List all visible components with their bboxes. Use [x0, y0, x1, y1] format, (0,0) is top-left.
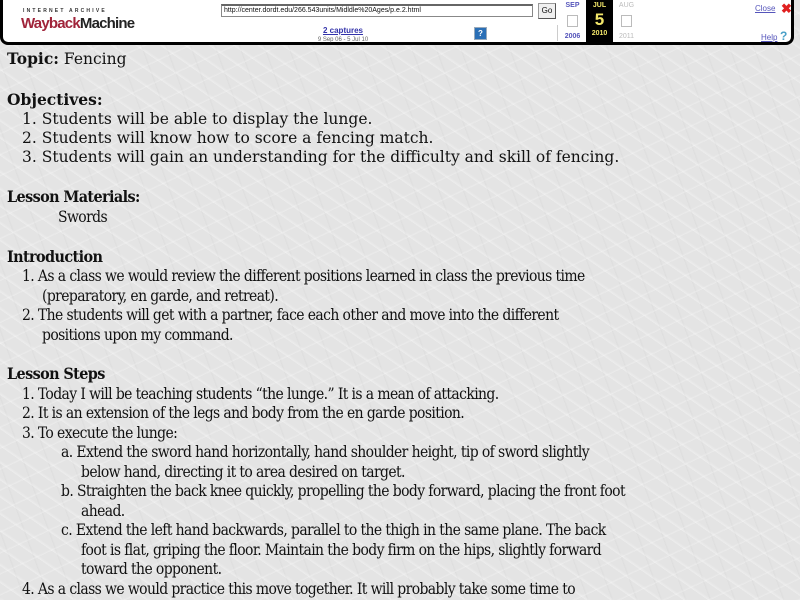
faq-icon[interactable]: ?: [474, 27, 487, 40]
next-month: AUG: [618, 2, 635, 9]
step-item: 4. As a class we would practice this move together. It will probably take some time to: [22, 580, 576, 598]
objectives-heading: Objectives:: [7, 90, 103, 109]
current-year: 2010: [591, 30, 608, 37]
substep-item: a. Extend the sword hand horizontally, hand shoulder height, tip of sword slightly: [61, 443, 590, 461]
close-link[interactable]: Close: [755, 4, 776, 13]
introduction-heading: Introduction: [7, 247, 103, 266]
substep-item: b. Straighten the back knee quickly, propelling the body forward, placing the front foot: [61, 482, 625, 500]
step-item: 2. It is an extension of the legs and body from the en garde position.: [22, 404, 465, 422]
calendar-current-capture: [586, 0, 613, 45]
step-item: 3. To execute the lunge:: [22, 424, 178, 442]
introduction-item: 2. The students will get with a partner, face each other and move into the different: [22, 306, 559, 324]
go-button[interactable]: Go: [538, 3, 556, 19]
materials-value: Swords: [58, 208, 108, 226]
logo-wayback-text: WaybackMachine: [21, 15, 135, 32]
introduction-item-cont: (preparatory, en garde, and retreat).: [42, 287, 279, 305]
topic-line: [7, 49, 127, 69]
prev-day-box: [567, 15, 578, 27]
step-item: 1. Today I will be teaching students “the lunge.” It is a mean of attacking.: [22, 385, 499, 403]
substep-item: c. Extend the left hand backwards, parallel to the thigh in the same plane. The back: [61, 521, 606, 539]
captures-range: 9 Sep 06 - 5 Jul 10: [317, 37, 369, 43]
close-icon[interactable]: ✖: [781, 1, 792, 16]
topic-label: Topic:: [7, 49, 59, 68]
wayback-toolbar: [0, 0, 794, 45]
objective-item: 1. Students will be able to display the lunge.: [22, 110, 373, 128]
topic-value: Fencing: [58, 50, 127, 68]
next-day-box: [621, 15, 632, 27]
substep-item-cont: foot is flat, griping the floor. Maintain the body firm on the hips, slightly forward: [81, 541, 602, 559]
toolbar-divider: [557, 25, 558, 41]
objective-item: 2. Students will know how to score a fencing match.: [22, 129, 434, 147]
substep-item-cont: ahead.: [81, 502, 125, 520]
substep-item-cont: toward the opponent.: [81, 560, 222, 578]
calendar-next-capture: [613, 0, 640, 45]
url-input[interactable]: http://center.dordt.edu/266.543units/Midldle%20Ages/p.e.2.html: [221, 4, 533, 17]
materials-heading: Lesson Materials:: [7, 187, 140, 206]
current-month: JUL: [592, 2, 607, 9]
next-year: 2011: [618, 33, 635, 40]
captures-info: [293, 26, 393, 45]
introduction-item: 1. As a class we would review the different positions learned in class the previous time: [22, 267, 585, 285]
steps-heading: Lesson Steps: [7, 364, 105, 383]
objective-item: 3. Students will gain an understanding for the difficulty and skill of fencing.: [22, 148, 620, 166]
substep-item-cont: below hand, directing it to area desired on target.: [81, 463, 405, 481]
calendar-prev-capture[interactable]: [559, 0, 586, 45]
prev-year[interactable]: 2006: [564, 33, 581, 40]
help-icon[interactable]: ?: [780, 29, 788, 43]
captures-link[interactable]: 2 captures: [322, 26, 364, 35]
prev-month[interactable]: SEP: [565, 2, 580, 9]
wayback-logo[interactable]: [21, 8, 135, 38]
help-link[interactable]: Help: [761, 33, 778, 42]
logo-internet-archive-text: INTERNET ARCHIVE: [23, 8, 107, 14]
introduction-item-cont: positions upon my command.: [42, 326, 233, 344]
current-day: 5: [594, 10, 605, 29]
